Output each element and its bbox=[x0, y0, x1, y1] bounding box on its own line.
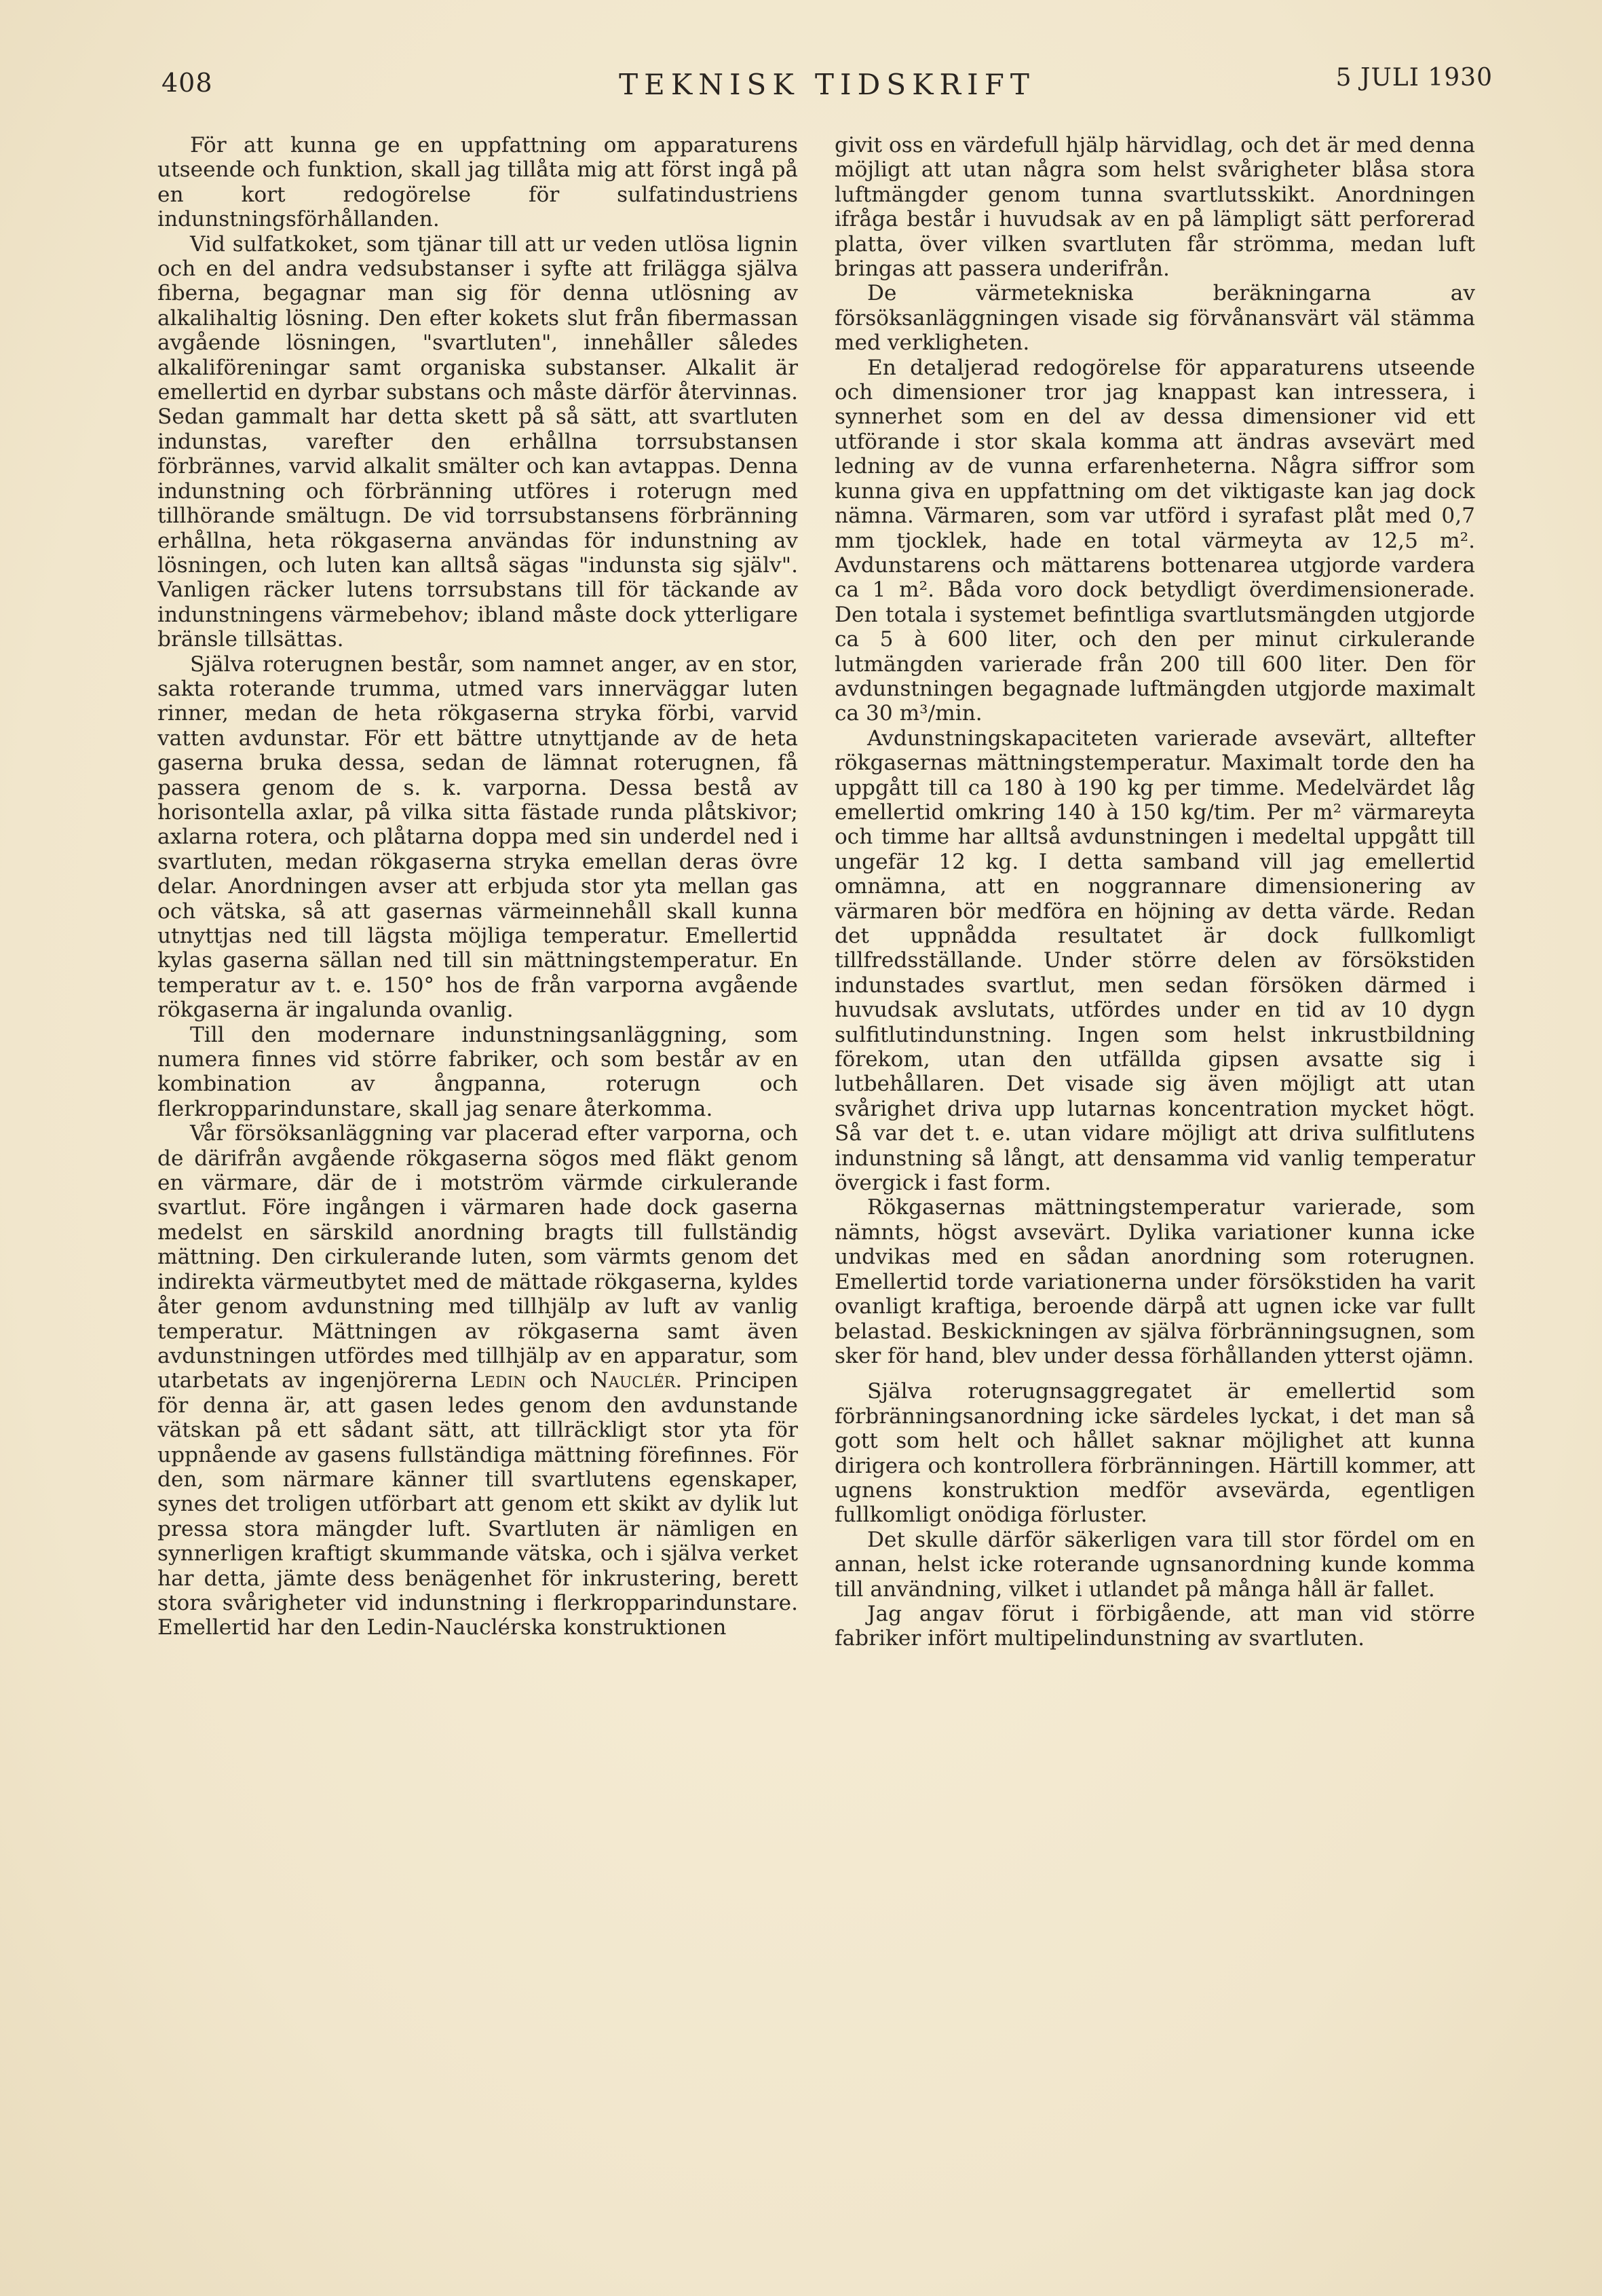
page-number: 408 bbox=[161, 68, 213, 98]
page-header bbox=[161, 62, 1493, 110]
left-paragraph-5-end: . Principen för denna är, att gasen ledes genom den avdunstande vätskan på ett sådant sätt, att tillräckligt stor yta för uppnående av gasens fullständiga mättning förefinnes. För den, som närmare känner till svartlutens egenskaper, synes det troligen utförbart att genom ett skikt av dylik lut pressa stora mängder luft. Svartluten är nämligen en synnerligen kraftigt skummande vätska, och i själva verket har detta, jämte dess benägenhet för inkrustering, berett stora svårigheter vid indunstning i flerkropparindunstare. Emellertid har den Ledin-Nauclérska konstruktionen bbox=[157, 1368, 798, 1640]
issue-date-day: 5 bbox=[1335, 64, 1352, 92]
left-paragraph-1: För att kunna ge en uppfattning om apparaturens utseende och funktion, skall jag tillåta mig att först ingå på en kort redogörelse för sulfatindustriens indunstningsförhållanden. bbox=[157, 133, 798, 232]
issue-date-month: JULI bbox=[1360, 64, 1419, 92]
journal-title: TEKNISK TIDSKRIFT bbox=[619, 68, 1035, 101]
right-paragraph-7: Det skulle därför säkerligen vara till stor fördel om en annan, helst icke roterande ugnsanordning kunde komma till användning, vilket i utlandet på många håll är fallet. bbox=[835, 1527, 1475, 1602]
author-name-nauclerr: Nauclér bbox=[590, 1368, 676, 1393]
left-paragraph-5-start: Vår försöksanläggning var placerad efter varporna, och de därifrån avgående rökgaserna sögos med fläkt genom en värmare, där de i motström värmde cirkulerande svartlut. Före ingången i värmaren hade dock gaserna medelst en särskild anordning bragts till fullständig mättning. Den cirkulerande luten, som värmts genom det indirekta värmeutbytet med de mättade rökgaserna, kyldes åter genom avdunstning med tillhjälp av luft av vanlig temperatur. Mättningen av rökgaserna samt även avdunstningen utfördes med tillhjälp av en apparatur, som utarbetats av ingenjörerna bbox=[157, 1121, 798, 1393]
right-paragraph-3: En detaljerad redogörelse för apparaturens utseende och dimensioner tror jag knappast kan intressera, i synnerhet som en del av dessa dimensioner vid ett utförande i stor skala komma att ändras avsevärt med ledning av de vunna erfarenheterna. Några siffror som kunna giva en uppfattning om det viktigaste kan jag dock nämna. Värmaren, som var utförd i syrafast plåt med 0,7 mm tjocklek, hade en total värmeyta av 12,5 m². Avdunstarens och mättarens bottenarea utgjorde vardera ca 1 m². Båda voro dock betydligt överdimensionerade. Den totala i systemet befintliga svartlutsmängden utgjorde ca 5 à 600 liter, och den per minut cirkulerande lutmängden varierade från 200 till 600 liter. Den för avdunstningen begagnade luftmängden utgjorde maximalt ca 30 m³/min. bbox=[835, 355, 1475, 726]
right-paragraph-5: Rökgasernas mättningstemperatur varierade, som nämnts, högst avsevärt. Dylika variationer kunna icke undvikas med en sådan anordning som roterugnen. Emellertid torde variationerna under försökstiden ha varit ovanligt kraftiga, beroende därpå att ugnen icke var fullt belastad. Beskickningen av själva förbränningsugnen, som sker för hand, blev under dessa förhållanden ytterst ojämn. bbox=[835, 1195, 1475, 1368]
right-paragraph-6: Själva roterugnsaggregatet är emellertid som förbränningsanordning icke särdeles lyckat, i det man så gott som helt och hållet saknar möjlighet att kunna dirigera och kontrollera förbränningen. Härtill kommer, att ugnens konstruktion medför avsevärda, egentligen fullkomligt onödiga förluster. bbox=[835, 1379, 1475, 1528]
left-paragraph-2: Vid sulfatkoket, som tjänar till att ur veden utlösa lignin och en del andra vedsubstanser i syfte att frilägga själva fiberna, begagnar man sig för denna utlösning av alkalihaltig lösning. Den efter kokets slut från fibermassan avgående lösningen, "svartluten", innehåller således alkaliföreningar samt organiska substanser. Alkalit är emellertid en dyrbar substans och måste därför återvinnas. Sedan gammalt har detta skett på så sätt, att svartluten indunstas, varefter den erhållna torrsubstansen förbrännes, varvid alkalit smälter och kan avtappas. Denna indunstning och förbränning utföres i roterugn med tillhörande smältugn. De vid torrsubstansens förbränning erhållna, heta rökgaserna användas för indunstning av lösningen, och luten kan alltså sägas "indunsta sig själv". Vanligen räcker lutens torrsubstans till för täckande av indunstningens värmebehov; ibland måste dock ytterligare bränsle tillsättas. bbox=[157, 231, 798, 652]
issue-date bbox=[1336, 64, 1493, 92]
left-paragraph-5 bbox=[157, 1121, 798, 1640]
issue-date-year: 1930 bbox=[1428, 64, 1493, 92]
conjunction-och: och bbox=[539, 1368, 577, 1393]
author-name-ledin: Ledin bbox=[470, 1368, 527, 1393]
left-paragraph-4: Till den modernare indunstningsanläggning, som numera finnes vid större fabriker, och som består av en kombination av ångpanna, roterugn och flerkropparindunstare, skall jag senare återkomma. bbox=[157, 1022, 798, 1121]
right-paragraph-4: Avdunstningskapaciteten varierade avsevärt, alltefter rökgasernas mättningstemperatur. Maximalt torde den ha uppgått till ca 180 à 190 kg per timme. Medelvärdet låg emellertid omkring 140 à 150 kg/tim. Per m² värmareyta och timme har alltså avdunstningen i medeltal uppgått till ungefär 12 kg. I detta samband vill jag emellertid omnämna, att en noggrannare dimensionering av värmaren bör medföra en höjning av detta värde. Redan det uppnådda resultatet är dock fullkomligt tillfredsställande. Under större delen av försökstiden indunstades svartlut, men sedan försöken därmed i huvudsak avslutats, utfördes under en tid av 10 dygn sulfitlutindunstning. Ingen som helst inkrustbildning förekom, utan den utfällda gipsen avsatte sig i lutbehållaren. Det visade sig även möjligt att utan svårighet driva upp lutarnas koncentration mycket högt. Så var det t. e. utan vidare möjligt att driva sulfitlutens indunstning så långt, att densamma vid vanlig temperatur övergick i fast form. bbox=[835, 726, 1475, 1196]
left-paragraph-3: Själva roterugnen består, som namnet anger, av en stor, sakta roterande trumma, utmed vars innerväggar luten rinner, medan de heta rökgaserna stryka förbi, varvid vatten avdunstar. För ett bättre utnyttjande av de heta gaserna bruka dessa, sedan de lämnat roterugnen, få passera genom de s. k. varporna. Dessa bestå av horisontella axlar, på vilka sitta fästade runda plåtskivor; axlarna rotera, och plåtarna doppa med sin underdel ned i svartluten, medan rökgaserna stryka emellan deras övre delar. Anordningen avser att erbjuda stor yta mellan gas och vätska, så att gasernas värmeinnehåll skall kunna utnyttjas ned till lägsta möjliga temperatur. Emellertid kylas gaserna sällan ned till sin mättningstemperatur. En temperatur av t. e. 150° hos de från varporna avgående rökgaserna är ingalunda ovanlig. bbox=[157, 652, 798, 1023]
right-paragraph-8: Jag angav förut i förbigående, att man vid större fabriker infört multipelindunstning av svartluten. bbox=[835, 1601, 1475, 1651]
right-paragraph-1: givit oss en värdefull hjälp härvidlag, och det är med denna möjligt att utan några som helst svårigheter blåsa stora luftmängder genom tunna svartlutsskikt. Anordningen ifråga består i huvudsak av en på lämpligt sätt perforerad platta, över vilken svartluten får strömma, medan luft bringas att passera underifrån. bbox=[835, 133, 1475, 282]
left-column bbox=[157, 133, 798, 2223]
right-paragraph-2: De värmetekniska beräkningarna av försöksanläggningen visade sig förvånansvärt väl stämma med verkligheten. bbox=[835, 281, 1475, 356]
right-column bbox=[835, 133, 1475, 2223]
